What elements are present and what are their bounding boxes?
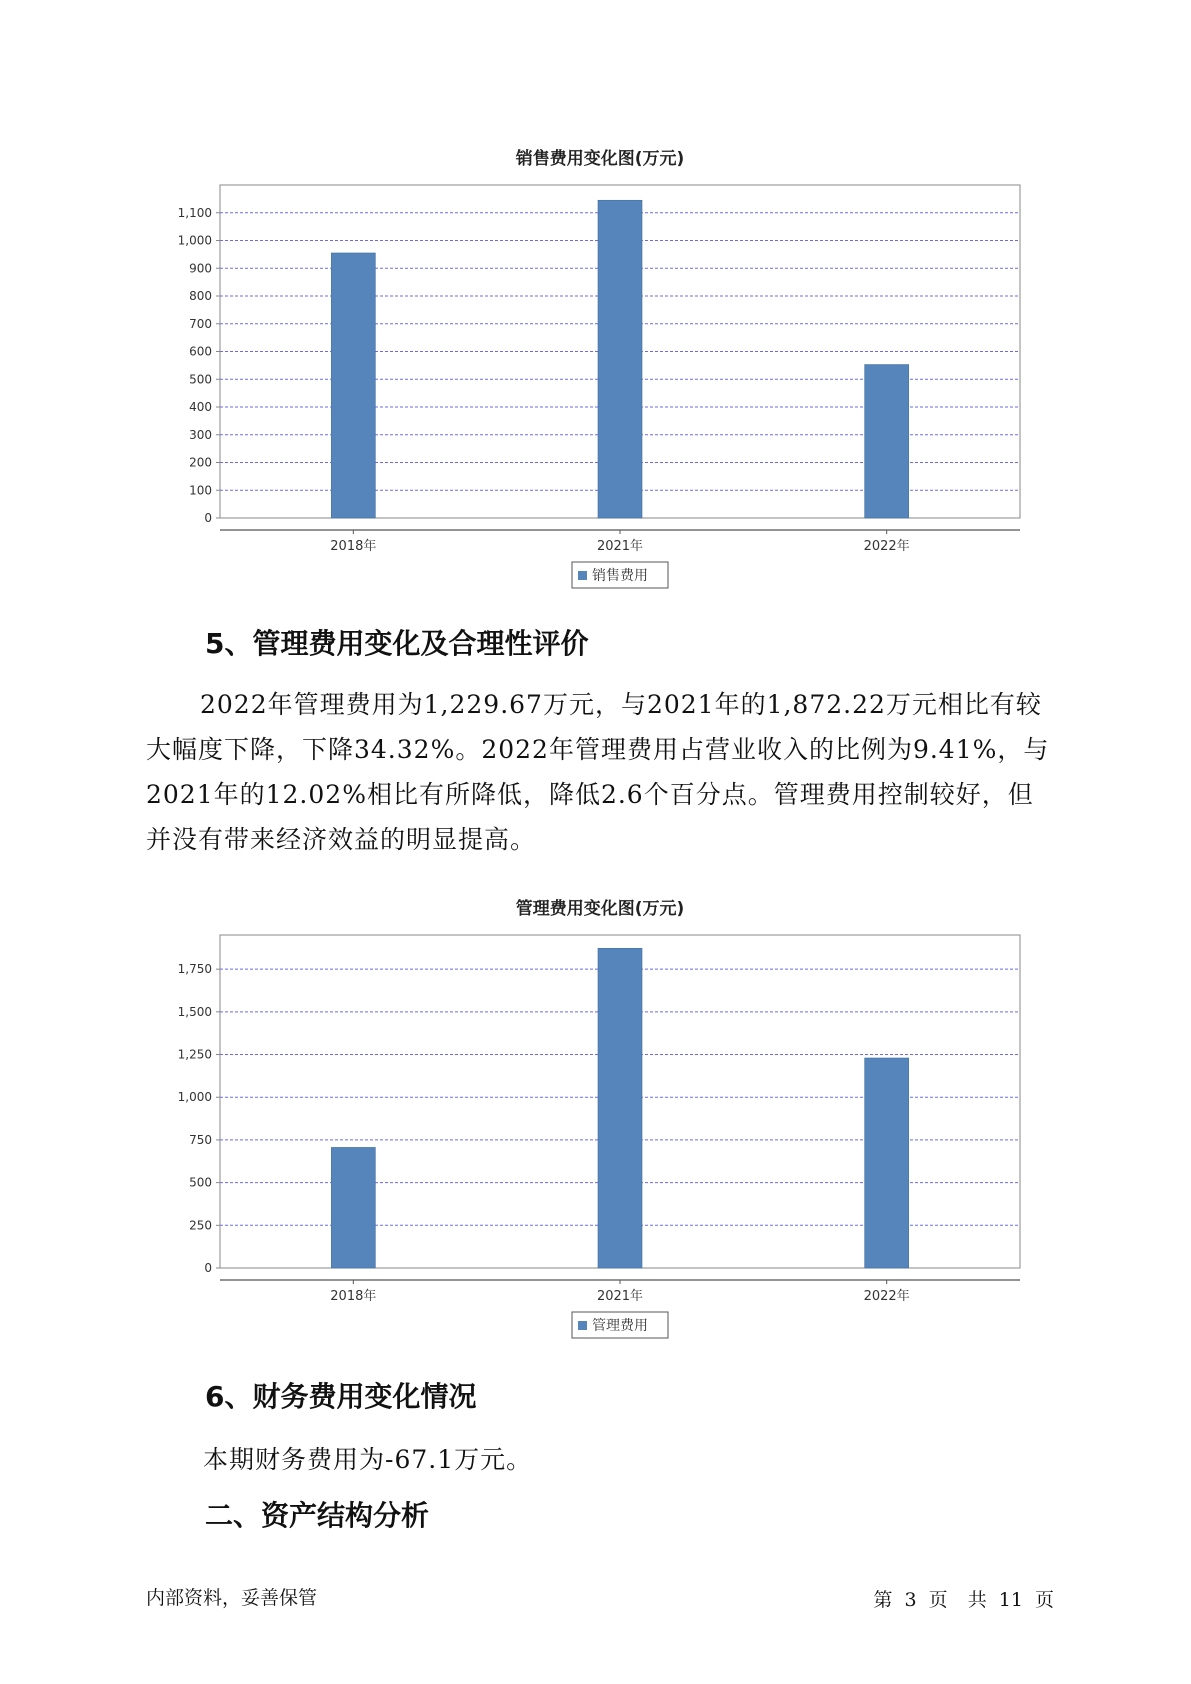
bar	[598, 948, 642, 1268]
x-tick-label: 2021年	[596, 1289, 644, 1304]
y-tick-label: 500	[189, 1175, 212, 1190]
page-indicator	[867, 1585, 1054, 1612]
page-suffix: 页	[928, 1589, 948, 1611]
chart-svg	[150, 930, 1150, 1370]
footer-note: 内部资料，妥善保管	[146, 1587, 318, 1609]
chart-title: 销售费用变化图(万元)	[515, 149, 685, 169]
bar	[865, 365, 909, 518]
y-tick-label: 900	[189, 261, 212, 276]
x-tick-label: 2021年	[596, 539, 644, 554]
y-tick-label: 700	[189, 316, 212, 331]
x-tick-label: 2018年	[330, 539, 377, 554]
bar	[331, 1147, 375, 1268]
management-expense-chart	[150, 890, 1150, 1350]
x-tick-label: 2022年	[863, 1289, 910, 1304]
y-tick-label: 750	[189, 1132, 212, 1147]
x-tick-label: 2018年	[330, 1289, 377, 1304]
y-tick-label: 1,100	[177, 205, 212, 220]
section-6-heading: 6、财务费用变化情况	[205, 1380, 477, 1413]
y-tick-label: 600	[189, 344, 212, 359]
legend-label: 销售费用	[592, 568, 648, 584]
section-5-paragraph: 2022年管理费用为1,229.67万元，与2021年的1,872.22万元相比有较大幅度下降，下降34.32%。2022年管理费用占营业收入的比例为9.41%，与2021年的12.02%相比有所降低，降低2.6个百分点。管理费用控制较好，但并没有带来经济效益的明显提高。	[146, 690, 1050, 854]
y-tick-label: 1,500	[177, 1004, 212, 1019]
legend-swatch	[578, 1321, 587, 1330]
y-tick-label: 400	[189, 400, 212, 414]
y-tick-label: 100	[189, 483, 212, 498]
y-tick-label: 800	[189, 289, 212, 303]
legend-swatch	[578, 571, 587, 580]
y-tick-label: 1,000	[177, 1090, 212, 1105]
total-suffix: 页	[1034, 1589, 1054, 1611]
total-pages: 11	[998, 1589, 1023, 1611]
chart-title: 管理费用变化图(万元)	[515, 899, 685, 919]
section-6-paragraph: 本期财务费用为-67.1万元。	[203, 1445, 533, 1474]
section-5-heading: 5、管理费用变化及合理性评价	[205, 627, 589, 660]
sales-expense-chart	[150, 140, 1150, 600]
bar	[598, 200, 642, 518]
page-number: 3	[904, 1589, 917, 1611]
section-two-heading: 二、资产结构分析	[205, 1499, 430, 1532]
y-tick-label: 0	[204, 1261, 212, 1275]
y-tick-label: 1,000	[177, 233, 212, 248]
y-tick-label: 250	[189, 1218, 212, 1233]
bar	[865, 1058, 909, 1268]
page-prefix: 第	[873, 1589, 893, 1611]
y-tick-label: 1,750	[177, 962, 212, 977]
y-tick-label: 0	[204, 511, 212, 525]
x-tick-label: 2022年	[863, 539, 910, 554]
legend-label: 管理费用	[592, 1318, 648, 1334]
chart-svg	[150, 180, 1150, 620]
y-tick-label: 300	[189, 427, 212, 442]
y-tick-label: 500	[189, 372, 212, 387]
bar	[331, 253, 375, 518]
y-tick-label: 200	[189, 455, 212, 470]
total-prefix: 共	[967, 1589, 987, 1611]
y-tick-label: 1,250	[177, 1047, 212, 1062]
